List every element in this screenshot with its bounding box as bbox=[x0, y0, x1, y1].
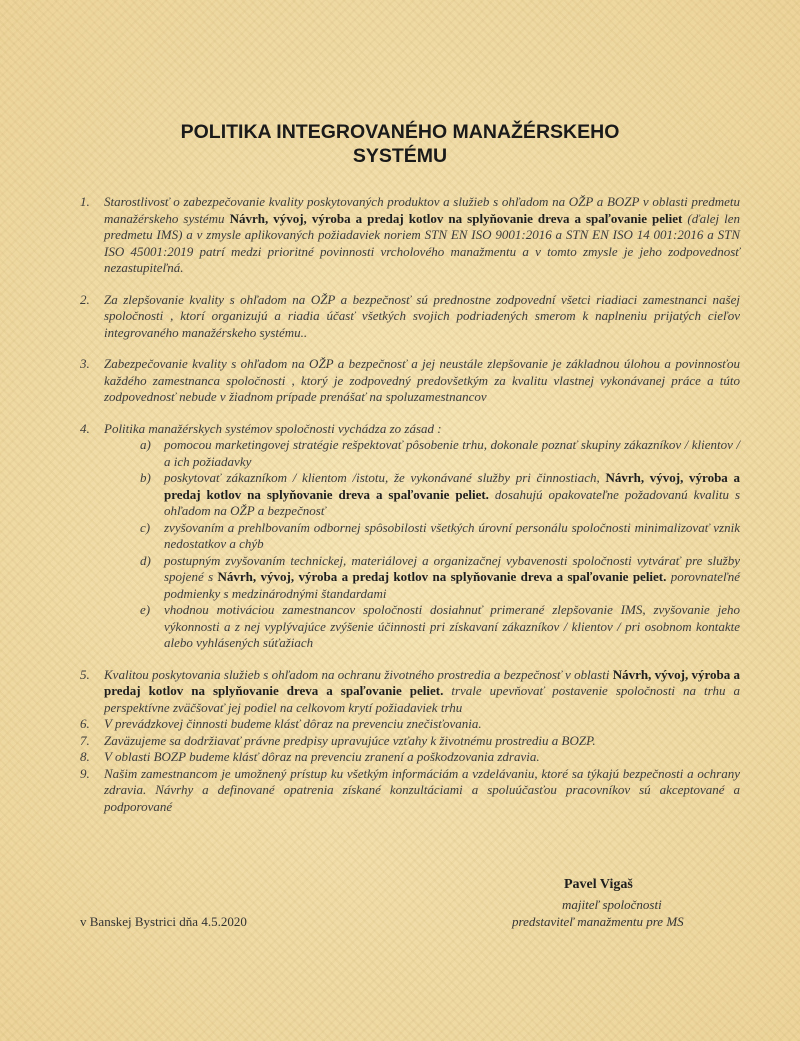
item-number: 7. bbox=[80, 732, 90, 748]
policy-item-9 bbox=[80, 766, 740, 816]
item-text-part: Kvalitou poskytovania služieb s ohľadom na ochranu životného prostredia a bezpečnosť v oblasti bbox=[104, 666, 613, 682]
item-bold-subject: Návrh, vývoj, výroba a predaj kotlov na splyňovanie dreva a spaľovanie peliet. bbox=[104, 666, 740, 698]
item-text: Zaväzujeme sa dodržiavať právne predpisy upravujúce vzťahy k životnému prostrediu a BOZP. bbox=[104, 732, 596, 748]
policy-item-4 bbox=[80, 421, 740, 438]
signatory-role-owner: majiteľ spoločnosti bbox=[562, 897, 662, 912]
sub-item-text-part: postupným zvyšovaním technickej, materiálovej a organizačnej vybavenosti spoločnosti vytvárať pre služby spojené s bbox=[164, 552, 740, 584]
item-text bbox=[104, 194, 740, 277]
policy-item-8 bbox=[80, 749, 740, 766]
policy-item-6 bbox=[80, 716, 740, 733]
item-number: 5. bbox=[80, 666, 90, 682]
sub-item-bold-subject: Návrh, vývoj, výroba a predaj kotlov na splyňovanie dreva a spaľovanie peliet. bbox=[164, 470, 740, 502]
sub-item-c bbox=[140, 520, 740, 553]
item-number: 6. bbox=[80, 716, 90, 731]
item-number: 4. bbox=[80, 420, 90, 436]
item-number: 1. bbox=[80, 194, 90, 209]
item-number: 8. bbox=[80, 749, 90, 764]
item-text-part: Starostlivosť o zabezpečovanie kvality poskytovaných produktov a služieb s ohľadom na OŽP a BOZP v oblasti predmetu manažérskeho systému bbox=[104, 194, 740, 226]
item-text: Za zlepšovanie kvality s ohľadom na OŽP a bezpečnosť sú prednostne zodpovední všetci riadiaci zamestnanci našej spoločnosti , ktorí organizujú a riadia účasť všetkých svojich podriadených smerom k naplneniu prijatých cieľov integrovaného manažérskeho systému.. bbox=[104, 291, 740, 340]
sub-item-text-part: dosahujú opakovateľne požadovanú kvalitu s ohľadom na OŽP a bezpečnosť bbox=[164, 486, 740, 518]
sub-item-text: pomocou marketingovej stratégie rešpektovať pôsobenie trhu, dokonale poznať skupiny zákazníkov / klientov / a ich požiadavky bbox=[164, 437, 740, 469]
item-bold-subject: Návrh, vývoj, výroba a predaj kotlov na splyňovanie dreva a spaľovanie peliet bbox=[229, 210, 683, 226]
signatory-role-representative: predstaviteľ manažmentu pre MS bbox=[512, 914, 684, 929]
policy-item-5 bbox=[80, 667, 740, 717]
item-text: V prevádzkovej činnosti budeme klásť dôraz na prevenciu znečisťovania. bbox=[104, 716, 482, 731]
sub-item-text bbox=[164, 470, 740, 520]
place-and-date: v Banskej Bystrici dňa 4.5.2020 bbox=[80, 914, 247, 929]
sub-item-b bbox=[140, 470, 740, 520]
sub-item-bold-subject: Návrh, vývoj, výroba a predaj kotlov na splyňovanie dreva a spaľovanie peliet. bbox=[217, 569, 667, 584]
sub-item-a bbox=[140, 437, 740, 470]
item-text-part: trvale upevňovať postavenie spoločnosti na trhu a perspektívne zväčšovať jej podiel na celkovom krytí požiadaviek trhu bbox=[104, 683, 740, 715]
sub-item-label: c) bbox=[140, 519, 151, 535]
sub-item-label: b) bbox=[140, 470, 151, 485]
item-text bbox=[104, 667, 740, 717]
policy-item-3 bbox=[80, 356, 740, 406]
policy-item-2 bbox=[80, 292, 740, 342]
sub-item-label: e) bbox=[140, 602, 151, 617]
sub-item-text-part: poskytovať zákazníkom / klientom /istotu, že vykonávané služby pri činnostiach, bbox=[164, 470, 606, 485]
title-line-1: POLITIKA INTEGROVANÉHO MANAŽÉRSKEHO bbox=[180, 121, 620, 143]
item-number: 9. bbox=[80, 765, 90, 781]
sub-item-text bbox=[164, 553, 740, 603]
sub-item-text: vhodnou motiváciou zamestnancov spoločnosti dosiahnuť primerané zlepšovanie IMS, zvyšovanie jeho výkonnosti a z nej vyplývajúce zvýšenie účinnosti pri získavaní zákazníkov / klientov / pri osobnom kontakte alebo vyhlásených súťažiach bbox=[164, 602, 740, 650]
policy-item-7 bbox=[80, 733, 740, 750]
item-text-part: (ďalej len predmetu IMS) a v zmysle aplikovaných požiadaviek noriem STN EN ISO 9001:2016 a STN EN ISO 14 001:2016 a STN ISO 45001:2019 patrí medzi prioritné povinnosti vrcholového manažmentu a v tomto zmysle je jeho zodpovednosť nezastupiteľná. bbox=[104, 210, 740, 275]
item-number: 2. bbox=[80, 291, 90, 307]
policy-item-1 bbox=[80, 194, 740, 277]
item-number: 3. bbox=[80, 356, 90, 371]
sub-item-text-part: porovnateľné podmienky s medzinárodnými štandardami bbox=[164, 569, 740, 601]
sub-item-label: d) bbox=[140, 552, 151, 568]
sub-item-label: a) bbox=[140, 437, 151, 452]
item-text: Našim zamestnancom je umožnený prístup ku všetkým informáciám a vzdelávaniu, ktoré sa týkajú bezpečnosti a ochrany zdravia. Návrhy a definované opatrenia získané konzultáciami a spoluúčasťou pracovníkov sú akceptované a podporované bbox=[104, 765, 740, 814]
title-line-2: SYSTÉMU bbox=[352, 145, 448, 167]
policy-body bbox=[80, 194, 740, 815]
sub-item-text: zvyšovaním a prehlbovaním odbornej spôsobilosti všetkých úrovní personálu spoločnosti minimalizovať vznik nedostatkov a chýb bbox=[164, 519, 740, 551]
item-text: Politika manažérskych systémov spoločnosti vychádza zo zásad : bbox=[104, 420, 442, 436]
page-title bbox=[0, 120, 800, 168]
sub-item-d bbox=[140, 553, 740, 603]
item-text: V oblasti BOZP budeme klásť dôraz na prevenciu zranení a poškodzovania zdravia. bbox=[104, 749, 540, 764]
signatory-name: Pavel Vigaš bbox=[564, 877, 633, 892]
sub-item-e bbox=[140, 602, 740, 652]
item-text: Zabezpečovanie kvality s ohľadom na OŽP a bezpečnosť a jej neustále zlepšovanie je základnou úlohou a povinnosťou každého zamestnanca spoločnosti , ktorý je zodpovedný predovšetkým za kvalitu vlastnej vykonávanej práce a túto zodpovednosť nebude v žiadnom prípade prenášať na spoluzamestnancov bbox=[104, 356, 740, 404]
